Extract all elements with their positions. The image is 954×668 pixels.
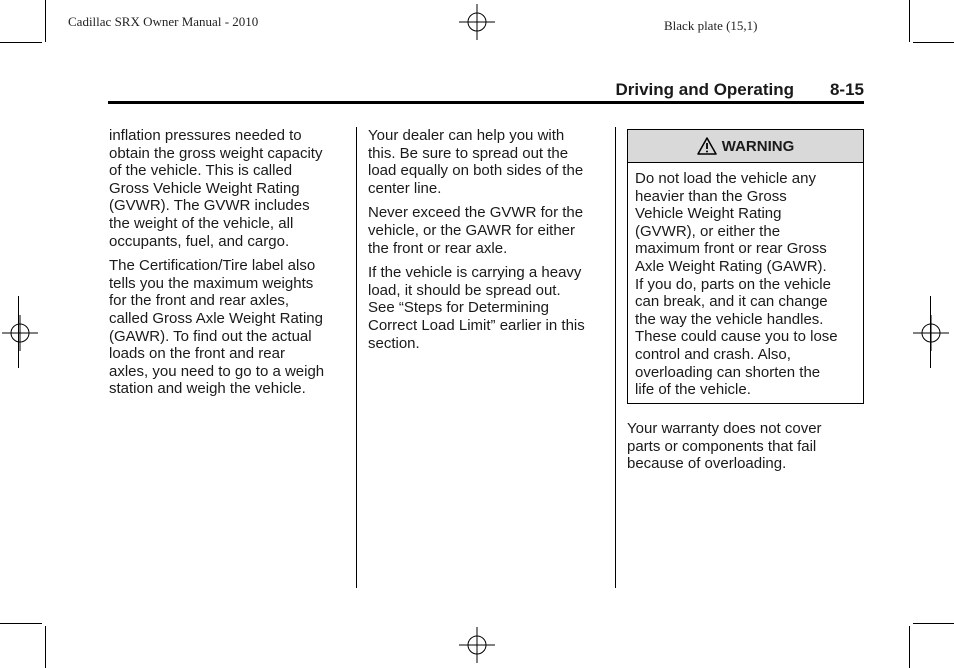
crop-mark bbox=[45, 0, 46, 42]
registration-mark-icon bbox=[2, 315, 38, 351]
page-number: 8-15 bbox=[829, 80, 864, 99]
text-column-2 bbox=[368, 127, 608, 359]
crop-mark bbox=[909, 0, 910, 42]
paragraph: Your warranty does not cover parts or components that fail because of overloading. bbox=[627, 420, 822, 473]
column-divider bbox=[356, 127, 357, 588]
warning-label: WARNING bbox=[721, 137, 795, 155]
text-column-1 bbox=[109, 127, 349, 405]
plate-label: Black plate (15,1) bbox=[664, 18, 758, 33]
crop-mark bbox=[913, 42, 954, 43]
text-column-3 bbox=[627, 420, 867, 480]
warning-text: Do not load the vehicle any heavier than the Gross Vehicle Weight Rating (GVWR), or either the maximum front or rear Gross Axle Weight Rating (GAWR). If you do, parts on the vehicle can break, and it can change the way the vehicle handles. These could cause you to lose control and crash. Also, overloading can shorten the life of the vehicle. bbox=[635, 170, 838, 399]
section-title: Driving and Operating bbox=[615, 80, 794, 99]
crop-mark bbox=[0, 623, 42, 624]
crop-mark bbox=[18, 296, 19, 368]
paragraph: Never exceed the GVWR for the vehicle, or the GAWR for either the front or rear axle. bbox=[368, 204, 584, 257]
registration-mark-icon bbox=[459, 4, 495, 40]
crop-mark bbox=[45, 626, 46, 668]
manual-title: Cadillac SRX Owner Manual - 2010 bbox=[68, 14, 259, 29]
crop-mark bbox=[0, 42, 42, 43]
paragraph: Your dealer can help you with this. Be sure to spread out the load equally on both sides of the center line. bbox=[368, 127, 584, 197]
registration-mark-icon bbox=[913, 315, 949, 351]
running-header bbox=[108, 80, 864, 100]
column-divider bbox=[615, 127, 616, 588]
warning-box bbox=[627, 129, 864, 404]
warning-triangle-icon bbox=[697, 137, 717, 155]
paragraph: If the vehicle is carrying a heavy load, it should be spread out. See “Steps for Determining Correct Load Limit” earlier in this section. bbox=[368, 264, 585, 352]
crop-mark bbox=[909, 626, 910, 668]
header-rule bbox=[108, 101, 864, 104]
registration-mark-icon bbox=[459, 627, 495, 663]
warning-header bbox=[628, 130, 863, 163]
crop-mark bbox=[930, 296, 931, 368]
crop-mark bbox=[913, 623, 954, 624]
paragraph: The Certification/Tire label also tells you the maximum weights for the front and rear axles, called Gross Axle Weight Rating (GAWR). To find out the actual loads on the front and rear axles, you need to go to a weigh station and weigh the vehicle. bbox=[109, 257, 325, 398]
paragraph: inflation pressures needed to obtain the gross weight capacity of the vehicle. This is called Gross Vehicle Weight Rating (GVWR). The GVWR includes the weight of the vehicle, all occupants, fuel, and cargo. bbox=[109, 127, 323, 250]
